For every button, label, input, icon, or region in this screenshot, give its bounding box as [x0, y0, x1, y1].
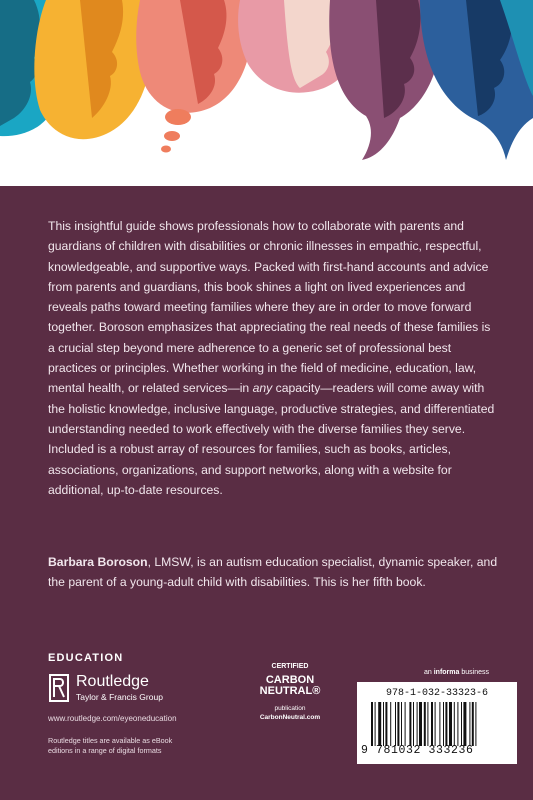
subject-category: EDUCATION: [48, 652, 124, 664]
publisher-name: Routledge: [76, 673, 149, 690]
author-name: Barbara Boroson: [48, 555, 148, 569]
informa-prefix: an: [424, 669, 434, 676]
routledge-logo-icon: [48, 673, 70, 703]
ebook-note: Routledge titles are available as eBook editions in a range of digital formats: [48, 736, 173, 755]
isbn-barcode: [357, 682, 517, 764]
ean-number: 9 781032 333236: [361, 744, 474, 757]
cover-illustration: [0, 0, 533, 186]
author-bio: [48, 552, 498, 593]
description-part-2: capacity—readers will come away with the holistic knowledge, inclusive language, productive strategies, and differentiated understanding needed to work effectively with the diverse families they serve. Included is a robust array of resources for families, such as books, articles, associations, organizations, and support networks, along with a website for additional, up-to-date resources.: [48, 381, 495, 497]
description-part-1: This insightful guide shows professionals how to collaborate with parents and guardians of children with disabilities or chronic illnesses in empathic, respectful, knowledgeable, and supportive ways. Packed with first-hand accounts and advice from parents and guardians, this book shines a light on lived experiences and reveals paths toward meeting families where they are in order to move forward together. Boroson emphasizes that appreciating the real needs of these families is a crucial step beyond mere adherence to a generic set of professional best practices or principles. Whether working in the field of medicine, education, law, mental health, or related services—in: [48, 219, 491, 396]
informa-brand: informa: [433, 669, 460, 676]
carbon-neutral-label: CARBON NEUTRAL®: [259, 674, 321, 697]
back-cover-panel: [0, 186, 533, 800]
publisher-logo: [48, 673, 218, 705]
carbon-publication-label: publication: [274, 705, 306, 712]
informa-suffix: business: [459, 669, 489, 676]
carbon-url: CarbonNeutral.com: [259, 714, 321, 721]
speech-bubble-silhouettes: [0, 0, 533, 186]
carbon-certified-label: CERTIFIED: [271, 663, 309, 670]
publisher-url[interactable]: www.routledge.com/eyeoneducation: [48, 714, 177, 723]
informa-business-label: [424, 669, 489, 676]
carbon-neutral-badge: [252, 663, 328, 753]
isbn-number: 978-1-032-33323-6: [385, 688, 489, 699]
author-bio-text: , LMSW, is an autism education specialist, dynamic speaker, and the parent of a young-adult child with disabilities. This is her fifth book.: [48, 555, 498, 590]
book-description: [48, 216, 498, 500]
barcode-icon: [371, 702, 509, 746]
publisher-group: Taylor & Francis Group: [76, 692, 163, 702]
description-emphasis: any: [252, 381, 273, 396]
